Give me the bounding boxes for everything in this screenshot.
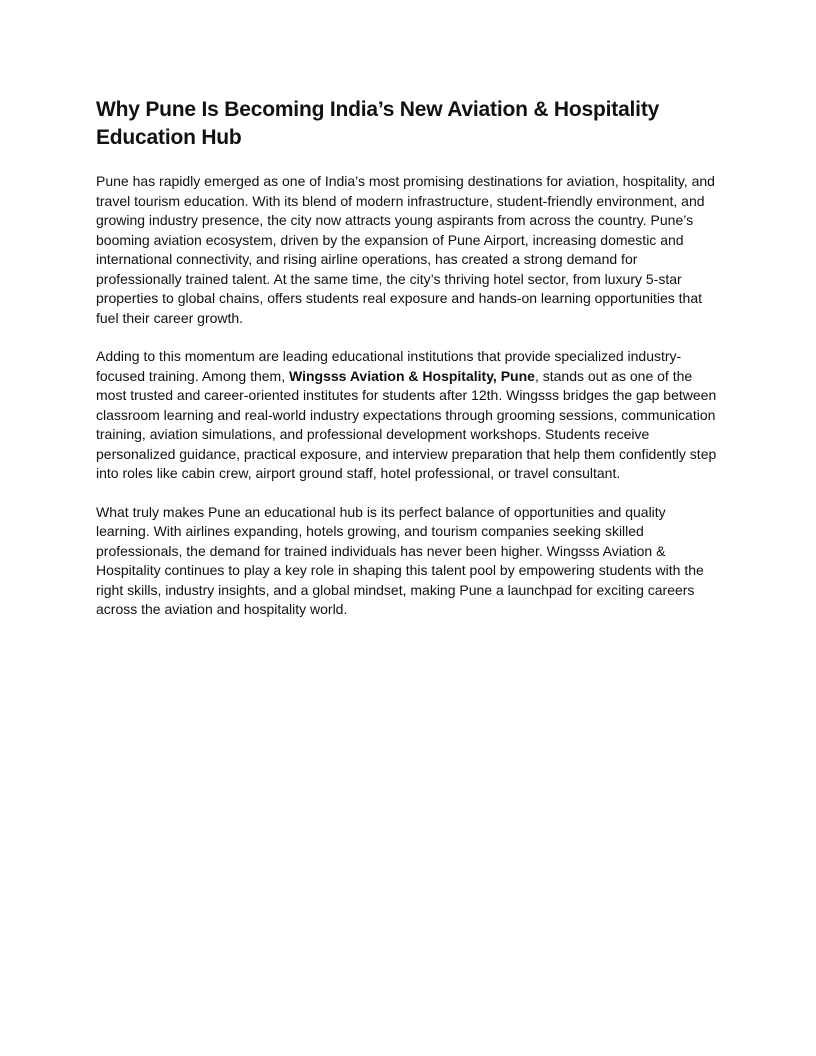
institute-name-bold: Wingsss Aviation & Hospitality, Pune xyxy=(289,367,535,384)
paragraph-institutions-text-end: , stands out as one of the most trusted and career-oriented institutes for students after 12th. Wingsss bridges the gap between classroom learning and real-world industry expectations through grooming sessions, communication training, aviation simulations, and professional development workshops. Students receive personalized guidance, practical exposure, and interview preparation that help them confidently step into roles like cabin crew, airport ground staff, hotel professional, or travel consultant. xyxy=(96,367,717,481)
document-page xyxy=(96,96,720,639)
paragraph-conclusion: What truly makes Pune an educational hub is its perfect balance of opportunities and quality learning. With airlines expanding, hotels growing, and tourism companies seeking skilled professionals, the demand for trained individuals has never been higher. Wingsss Aviation & Hospitality continues to play a key role in shaping this talent pool by empowering students with the right skills, industry insights, and a global mindset, making Pune a launchpad for exciting careers across the aviation and hospitality world. xyxy=(96,503,704,617)
document-title: Why Pune Is Becoming India’s New Aviation & Hospitality Education Hub xyxy=(96,98,660,149)
paragraph-institutions xyxy=(96,347,720,484)
paragraph-intro: Pune has rapidly emerged as one of India’s most promising destinations for aviation, hospitality, and travel tourism education. With its blend of modern infrastructure, student-friendly environment, and growing industry presence, the city now attracts young aspirants from across the country. Pune’s booming aviation ecosystem, driven by the expansion of Pune Airport, increasing domestic and international connectivity, and rising airline operations, has created a strong demand for professionally trained talent. At the same time, the city’s thriving hotel sector, from luxury 5-star properties to global chains, offers students real exposure and hands-on learning opportunities that fuel their career growth. xyxy=(96,173,715,326)
paragraph-institutions-text-start: Adding to this momentum are leading educational institutions that provide specialized industry-focused training. Among them, xyxy=(96,348,682,384)
